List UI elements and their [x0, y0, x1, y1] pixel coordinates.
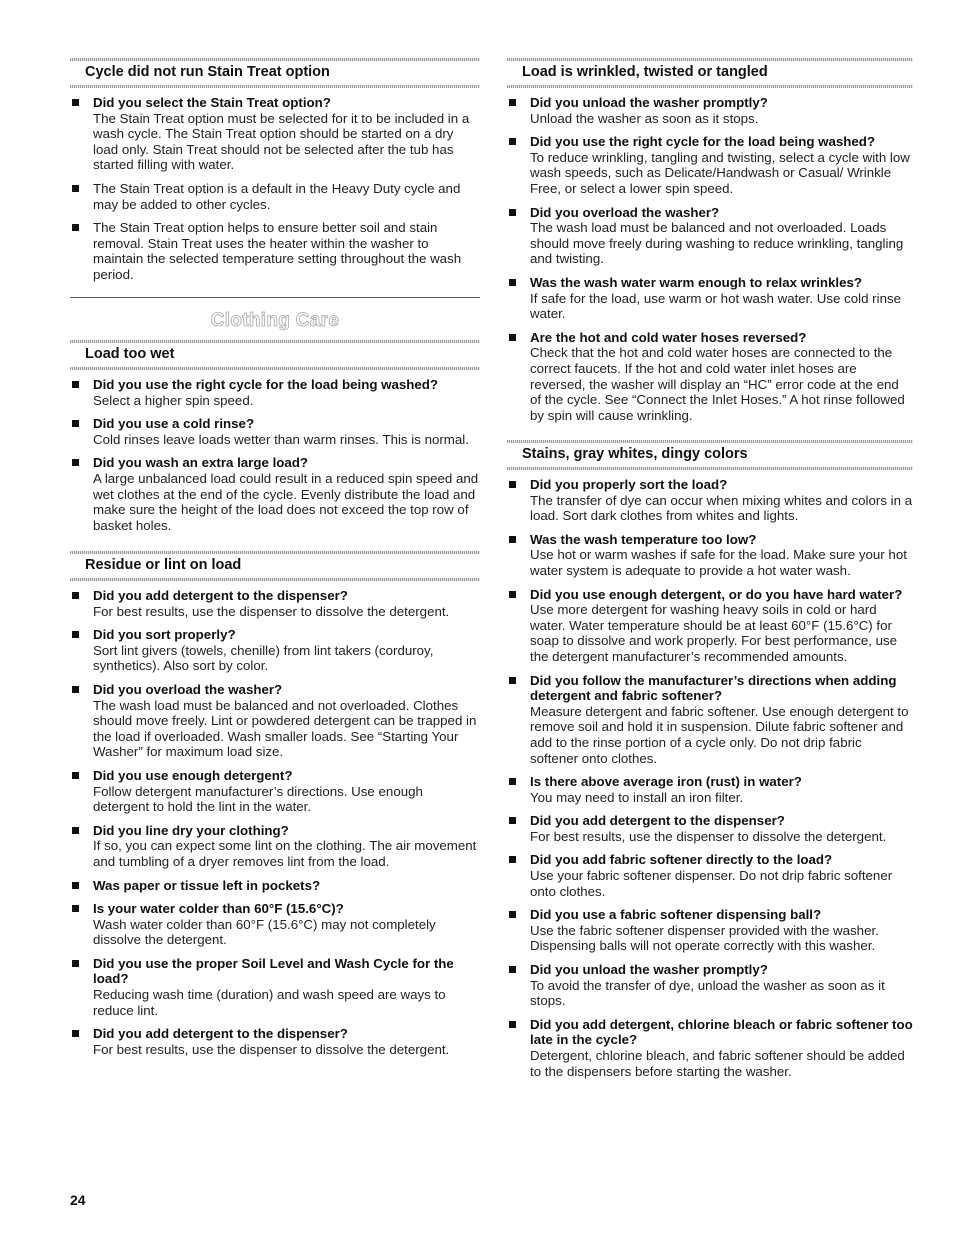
divider	[70, 297, 480, 298]
item-question: Did you add detergent, chlorine bleach or fabric softener too late in the cycle?	[530, 1016, 913, 1048]
list-item	[70, 768, 480, 815]
item-answer: Cold rinses leave loads wetter than warm rinses. This is normal.	[93, 431, 469, 447]
item-answer: Detergent, chlorine bleach, and fabric softener should be added to the dispensers before starting the washer.	[530, 1048, 905, 1079]
list-item	[70, 416, 480, 447]
section-title: Cycle did not run Stain Treat option	[85, 64, 330, 80]
section-title: Residue or lint on load	[85, 557, 242, 573]
item-question: Are the hot and cold water hoses reversed?	[530, 329, 807, 345]
list-item	[507, 587, 913, 665]
list-item	[70, 455, 480, 533]
item-question: Did you use the proper Soil Level and Wash Cycle for the load?	[93, 955, 454, 987]
item-answer: For best results, use the dispenser to dissolve the detergent.	[93, 603, 450, 619]
item-answer: Sort lint givers (towels, chenille) from lint takers (corduroy, synthetics). Also sort by color.	[93, 642, 434, 674]
item-question: Did you use a cold rinse?	[93, 416, 255, 432]
list-item	[70, 627, 480, 674]
item-question: Did you use the right cycle for the load being washed?	[530, 134, 876, 150]
item-answer: Unload the washer as soon as it stops.	[530, 110, 759, 126]
section-residue-lint	[70, 551, 480, 1057]
list-item	[507, 275, 913, 322]
section-title: Load is wrinkled, twisted or tangled	[522, 64, 768, 80]
item-question: Is there above average iron (rust) in water?	[530, 774, 802, 790]
list-item	[507, 852, 913, 899]
item-question: Did you wash an extra large load?	[93, 455, 309, 471]
item-list	[507, 477, 913, 1079]
section-rule	[70, 367, 480, 370]
item-question: Was the wash temperature too low?	[530, 531, 757, 547]
item-answer: Follow detergent manufacturer’s directions. Use enough detergent to hold the lint in the water.	[93, 783, 423, 815]
section-title: Load too wet	[85, 346, 175, 362]
list-item	[507, 134, 913, 196]
item-question: Did you overload the washer?	[530, 204, 720, 220]
item-answer: For best results, use the dispenser to dissolve the detergent.	[93, 1041, 450, 1057]
item-answer: To avoid the transfer of dye, unload the washer as soon as it stops.	[530, 977, 885, 1009]
list-item	[507, 907, 913, 954]
item-list	[70, 377, 480, 533]
section-wrinkled	[507, 58, 913, 423]
section-rule	[507, 85, 913, 88]
item-answer: The Stain Treat option must be selected for it to be included in a wash cycle. The Stain Treat option should be started on a dry load only. Stain Treat should not be selected after the tub has started filling with water.	[93, 110, 470, 173]
item-answer: Use the fabric softener dispenser provided with the washer. Dispensing balls will not operate correctly with this washer.	[530, 922, 879, 954]
item-question: Did you properly sort the load?	[530, 477, 728, 492]
item-answer: For best results, use the dispenser to dissolve the detergent.	[530, 828, 887, 844]
item-question: Was paper or tissue left in pockets?	[93, 877, 321, 893]
item-list	[70, 95, 480, 283]
item-answer: Wash water colder than 60°F (15.6°C) may not completely dissolve the detergent.	[93, 916, 436, 948]
item-answer: Select a higher spin speed.	[93, 392, 254, 408]
item-answer: The wash load must be balanced and not overloaded. Loads should move freely during washing to reduce wrinkling, tangling and twisting.	[530, 220, 904, 267]
item-question: Did you sort properly?	[93, 627, 236, 643]
item-question: Did you add detergent to the dispenser?	[530, 813, 785, 829]
item-answer: The Stain Treat option is a default in the Heavy Duty cycle and may be added to other cycles.	[93, 180, 461, 212]
item-answer: Use your fabric softener dispenser. Do not drip fabric softener onto clothes.	[530, 868, 893, 899]
item-answer: Measure detergent and fabric softener. Use enough detergent to remove soil and hold it in suspension. Dilute fabric softener and add to the rinse portion of a cycle only. Do not drip fabric softener onto clothes.	[530, 703, 909, 766]
item-answer: The transfer of dye can occur when mixing whites and colors in a load. Sort dark clothes from whites and lights.	[530, 492, 913, 524]
list-item	[507, 813, 913, 844]
item-question: Did you add detergent to the dispenser?	[93, 1026, 348, 1042]
item-question: Did you follow the manufacturer’s directions when adding detergent and fabric softener?	[530, 672, 897, 704]
list-item	[70, 588, 480, 619]
section-load-too-wet	[70, 340, 480, 533]
item-answer: Check that the hot and cold water hoses are connected to the correct faucets. If the hot and cold water inlet hoses are reversed, the washer will display an “HC” error code at the end of the cycle. See “Connect the Inlet Hoses.” A hot rinse followed by spin will cause wrinkling.	[530, 345, 905, 423]
item-question: Did you unload the washer promptly?	[530, 962, 768, 978]
section-stains-dingy	[507, 440, 913, 1079]
item-question: Was the wash water warm enough to relax wrinkles?	[530, 274, 863, 290]
list-item	[507, 95, 913, 126]
item-question: Did you unload the washer promptly?	[530, 95, 768, 110]
item-answer: You may need to install an iron filter.	[530, 789, 744, 805]
item-question: Did you use enough detergent, or do you have hard water?	[530, 586, 903, 602]
section-stain-treat	[70, 58, 480, 283]
item-answer: If so, you can expect some lint on the clothing. The air movement and tumbling of a dryer removes lint from the load.	[93, 838, 477, 869]
item-question: Did you use a fabric softener dispensing ball?	[530, 907, 822, 923]
list-item	[507, 205, 913, 267]
list-item	[507, 962, 913, 1009]
item-question: Is your water colder than 60°F (15.6°C)?	[93, 901, 344, 917]
item-answer: A large unbalanced load could result in a reduced spin speed and wet clothes at the end of the cycle. Evenly distribute the load and make sure the height of the load does not exceed the top row of basket holes.	[93, 470, 479, 533]
list-item	[507, 1017, 913, 1079]
list-item	[70, 823, 480, 870]
item-question: Did you add fabric softener directly to the load?	[530, 852, 833, 868]
list-item	[507, 532, 913, 579]
section-rule	[70, 578, 480, 581]
item-answer: Reducing wash time (duration) and wash speed are ways to reduce lint.	[93, 987, 446, 1018]
list-item	[507, 673, 913, 767]
item-question: Did you use the right cycle for the load being washed?	[93, 377, 439, 392]
item-answer: The wash load must be balanced and not overloaded. Clothes should move freely. Lint or powdered detergent can be trapped in the load if overloaded. Wash smaller loads. See “Starting Your Washer” for maximum load size.	[93, 697, 477, 760]
item-list	[507, 95, 913, 423]
list-item	[507, 477, 913, 524]
item-answer: The Stain Treat option helps to ensure better soil and stain removal. Stain Treat uses the heater within the washer to maintain the selected temperature setting throughout the wash period.	[93, 220, 462, 282]
page-number: 24	[70, 1192, 86, 1208]
list-item	[507, 774, 913, 805]
item-list	[70, 588, 480, 1057]
item-answer: To reduce wrinkling, tangling and twisting, select a cycle with low wash speeds, such as Delicate/Handwash or Casual/ Wrinkle Free, or select a lower spin speed.	[530, 149, 910, 196]
item-question: Did you add detergent to the dispenser?	[93, 588, 348, 603]
item-question: Did you select the Stain Treat option?	[93, 95, 331, 110]
item-question: Did you use enough detergent?	[93, 767, 293, 783]
item-answer: Use hot or warm washes if safe for the load. Make sure your hot water system is adequate to provide a hot water wash.	[530, 547, 907, 578]
item-question: Did you overload the washer?	[93, 681, 283, 697]
list-item	[70, 1026, 480, 1057]
list-item	[70, 181, 480, 212]
section-rule	[70, 85, 480, 88]
clothing-care-heading: Clothing Care	[210, 310, 340, 331]
list-item	[70, 901, 480, 948]
list-item	[70, 878, 480, 894]
section-title: Stains, gray whites, dingy colors	[522, 446, 748, 462]
item-answer: Use more detergent for washing heavy soils in cold or hard water. Water temperature should be at least 60°F (15.6°C) for soap to dissolve and work properly. For best performance, use the detergent manufacturer’s recommended amounts.	[530, 602, 898, 664]
item-answer: If safe for the load, use warm or hot wash water. Use cold rinse water.	[530, 290, 902, 322]
item-question: Did you line dry your clothing?	[93, 822, 289, 838]
list-item	[70, 95, 480, 173]
list-item	[70, 377, 480, 408]
list-item	[70, 220, 480, 282]
list-item	[507, 330, 913, 424]
list-item	[70, 682, 480, 760]
section-rule	[507, 467, 913, 470]
list-item	[70, 956, 480, 1018]
